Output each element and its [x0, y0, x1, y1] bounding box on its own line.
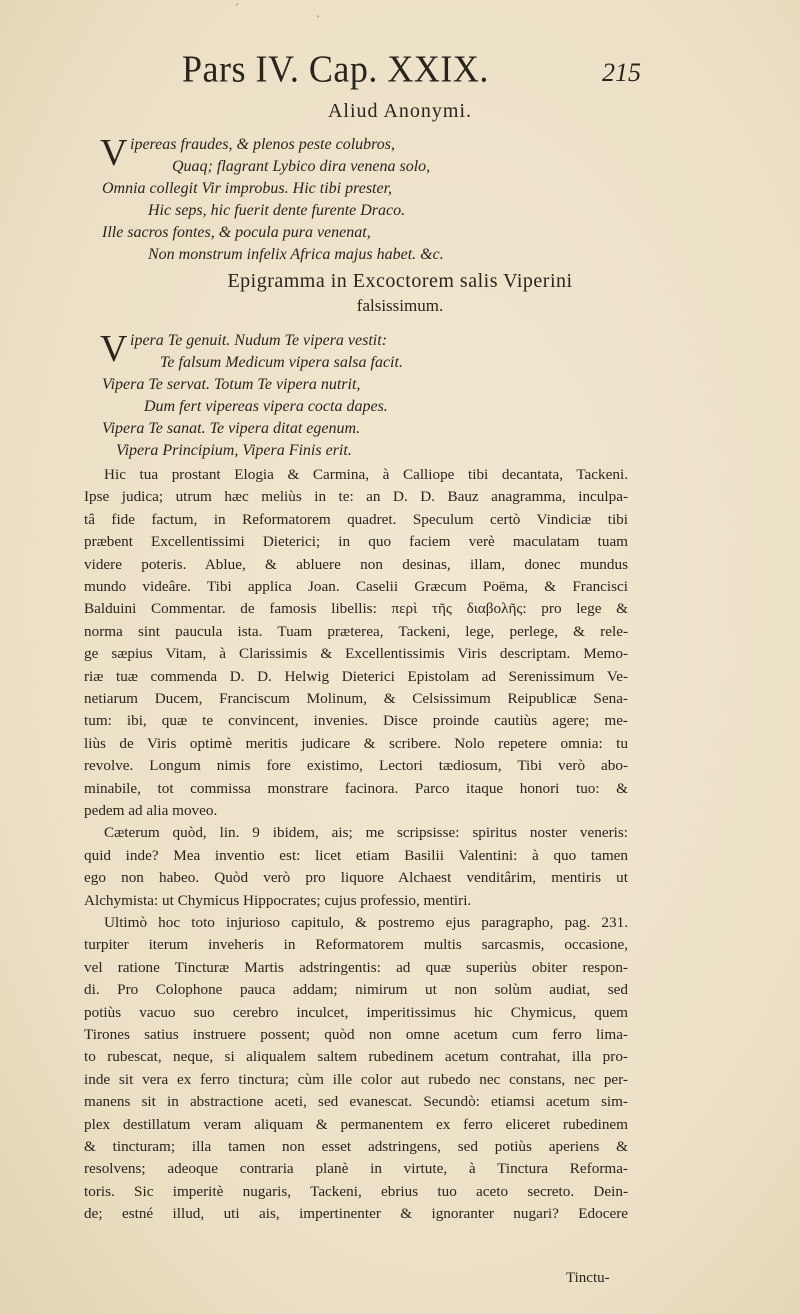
body-line: to rubescat, neque, si aliqualem saltem rubedinem acetum contrahat, illa pro- [84, 1048, 628, 1066]
drop-cap: V [100, 328, 128, 370]
body-line: riæ tuæ commenda D. D. Helwig Dieterici Epistolam ad Serenissimum Ve- [84, 667, 628, 685]
poem-line: Dum fert vipereas vipera cocta dapes. [144, 398, 388, 415]
body-line: tâ fide factum, in Reformatorem quadret. Speculum certò Vindiciæ tibi [84, 510, 628, 528]
poem-line: Non monstrum infelix Africa majus habet. &c. [148, 246, 444, 263]
body-line: ge sæpius Vitam, à Clarissimis & Excellentissimis Viris descriptam. Memo- [84, 645, 628, 663]
poem-line: ipereas fraudes, & plenos peste colubros, [130, 136, 396, 153]
body-line: manens sit in abstractione aceti, sed evanescat. Secundò: etiamsi acetum sim- [84, 1093, 628, 1111]
body-line: turpiter iterum inveheris in Reformatorem multis sarcasmis, occasione, [84, 936, 628, 954]
poem-line: Hic seps, hic fuerit dente furente Draco. [148, 202, 406, 219]
body-line: ego non habeo. Quòd verò pro liquore Alchaest venditârim, mentiris ut [84, 869, 628, 887]
poem-line: Ille sacros fontes, & pocula pura venenat, [102, 224, 371, 241]
body-line: minabile, tot commissa monstrare facinora. Parco itaque honori tuo: & [84, 779, 628, 797]
body-line: tum: ibi, quæ te convincent, invenies. Disce proinde cautiùs agere; me- [84, 712, 628, 730]
body-line: Balduini Commentar. de famosis libellis: περὶ τῆς διαβολῆς: pro lege & [84, 600, 628, 618]
poem-line: ipera Te genuit. Nudum Te vipera vestit: [130, 332, 388, 349]
body-line: de; estné illud, uti ais, impertinenter & ignoranter nugari? Edocere [84, 1205, 628, 1223]
body-line: plex destillatum veram aliquam & permanentem ex ferro eliceret rubedinem [84, 1115, 628, 1133]
page-mark-decoration: ˊ [234, 4, 239, 15]
poem-aliud-anonymi [100, 134, 600, 264]
body-line: toris. Sic imperitè nugaris, Tackeni, ebrius tuo aceto secreto. Dein- [84, 1182, 628, 1200]
body-line: Tirones satius instruere possent; quòd non omne acetum cum ferro lima- [84, 1026, 628, 1043]
poem-line: Quaq; flagrant Lybico dira venena solo, [172, 158, 431, 175]
section-heading-epigramma: Epigramma in Excoctorem salis Viperini [227, 270, 573, 292]
poem-line: Vipera Principium, Vipera Finis erit. [116, 442, 352, 459]
poem-line: Vipera Te servat. Totum Te vipera nutrit, [102, 376, 361, 393]
body-line: Ipse judica; utrum hæc meliùs in te: an D. D. Bauz anagramma, inculpa- [84, 488, 628, 506]
poem-line: Omnia collegit Vir improbus. Hic tibi prester, [102, 180, 393, 197]
body-line: pedem ad alia moveo. [84, 802, 218, 819]
body-line: præbent Excellentissimi Dieterici; in quo faciem verè maculatam tuam [84, 533, 628, 551]
poem-line: Vipera Te sanat. Te vipera ditat egenum. [102, 420, 361, 437]
body-line: liùs de Viris optimè meritis judicare & scribere. Nolo repetere omnia: tu [84, 734, 628, 752]
body-line: Alchymista: ut Chymicus Hippocrates; cujus professio, mentiri. [84, 891, 472, 909]
catchword: Tinctu- [566, 1270, 610, 1286]
body-line: mundo videâre. Tibi applica Joan. Caselii Græcum Poëma, & Francisci [84, 578, 628, 595]
body-line: Cæterum quòd, lin. 9 ibidem, ais; me scripsisse: spiritus noster veneris: [104, 824, 628, 842]
drop-cap: V [100, 132, 128, 174]
section-heading-aliud-anonymi: Aliud Anonymi. [327, 100, 472, 122]
running-title: Pars IV. Cap. XXIX. [182, 48, 489, 90]
body-line: potiùs vacuo suo cerebro inculcet, imperitissimus hic Chymicus, quem [84, 1003, 628, 1021]
body-line: revolve. Longum nimis fore existimo, Lectori tædiosum, Tibi verò abo- [84, 757, 628, 775]
body-line: netiarum Ducem, Franciscum Molinum, & Celsissimum Reipublicæ Sena- [84, 690, 628, 707]
page-mark-decoration: ˋ [316, 16, 321, 27]
poem-epigramma [100, 330, 600, 460]
body-line: & tincturam; illa tamen non esset adstringens, sed potiùs aperiens & [84, 1138, 628, 1155]
body-line: Hic tua prostant Elogia & Carmina, à Calliope tibi decantata, Tackeni. [104, 466, 628, 483]
body-line: videre poteris. Ablue, & abluere non desinas, illam, donec mundus [84, 555, 628, 573]
body-text [84, 466, 628, 1266]
poem-line: Te falsum Medicum vipera salsa facit. [160, 354, 403, 371]
body-line: inde sit vera ex ferro tinctura; cùm ille color aut rubedo nec constans, nec per- [84, 1070, 628, 1088]
body-line: Ultimò hoc toto injurioso capitulo, & postremo ejus paragrapho, pag. 231. [104, 914, 628, 931]
body-line: vel ratione Tincturæ Martis adstringentis: ad quæ superiùs obiter respon- [84, 958, 628, 976]
body-line: di. Pro Colophone pauca addam; nimirum ut non solùm audiat, sed [84, 981, 628, 999]
section-subheading-epigramma: falsissimum. [356, 296, 444, 315]
body-line: quid inde? Mea inventio est: licet etiam Basilii Valentini: à quo tamen [84, 846, 628, 864]
body-line: resolvens; adeoque contraria planè in virtute, à Tinctura Reforma- [84, 1160, 628, 1178]
page-number: 215 [602, 58, 641, 87]
body-line: norma sint paucula ista. Tuam præterea, Tackeni, lege, perlege, & rele- [84, 622, 628, 640]
page-header [0, 48, 800, 94]
